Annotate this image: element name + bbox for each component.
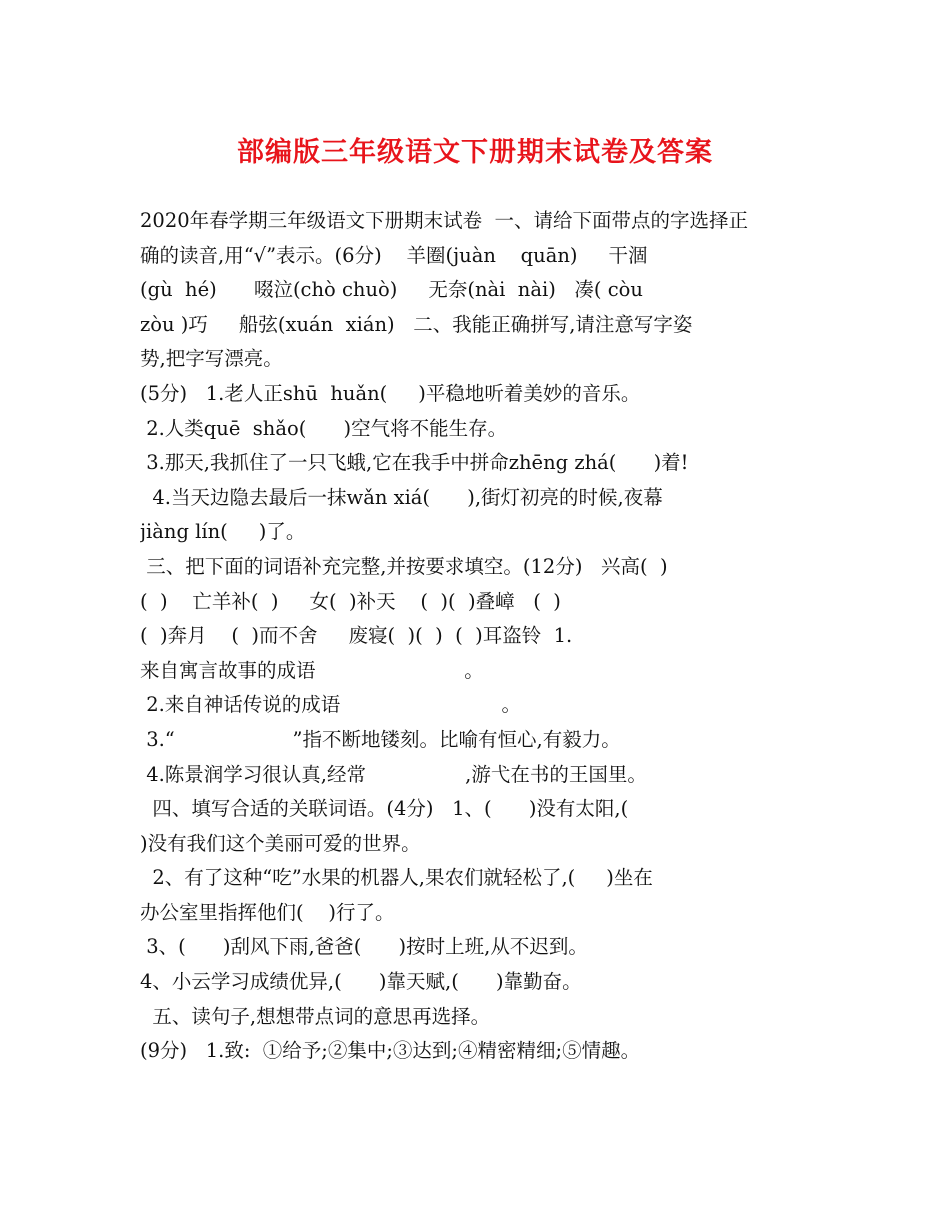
text-line: jiàng lín( )了。 <box>140 520 306 544</box>
text-line: (gù hé) 啜泣(chò chuò) 无奈(nài nài) 凑( còu <box>140 278 643 302</box>
text-line: (9分) 1.致: ①给予;②集中;③达到;④精密精细;⑤情趣。 <box>140 1039 641 1063</box>
text-line: 3.那天,我抓住了一只飞蛾,它在我手中拼命zhēng zhá( )着! <box>140 451 689 475</box>
text-line: 办公室里指挥他们( )行了。 <box>140 900 395 924</box>
text-line: 确的读音,用“√”表示。(6分) 羊圈(juàn quān) 干涸 <box>140 243 648 267</box>
text-line: zòu )巧 船弦(xuán xián) 二、我能正确拼写,请注意写字姿 <box>140 312 693 336</box>
document-title: 部编版三年级语文下册期末试卷及答案 <box>237 137 713 168</box>
text-line: ( )奔月 ( )而不舍 废寝( )( ) ( )耳盗铃 1. <box>140 624 573 648</box>
text-line: 4.当天边隐去最后一抹wǎn xiá( ),街灯初亮的时候,夜幕 <box>140 485 663 509</box>
document-body <box>140 204 820 1069</box>
text-line: 四、填写合适的关联词语。(4分) 1、( )没有太阳,( <box>140 797 629 821</box>
text-line: )没有我们这个美丽可爱的世界。 <box>140 831 421 855</box>
text-line: 3.“ ”指不断地镂刻。比喻有恒心,有毅力。 <box>140 727 621 751</box>
text-line: 势,把字写漂亮。 <box>140 347 283 371</box>
text-line: 来自寓言故事的成语 。 <box>140 658 484 682</box>
text-line: 4、小云学习成绩优异,( )靠天赋,( )靠勤奋。 <box>140 970 582 994</box>
text-line: 2.来自神话传说的成语 。 <box>140 693 521 717</box>
text-line: 三、把下面的词语补充完整,并按要求填空。(12分) 兴高( ) <box>140 554 668 578</box>
text-line: 五、读句子,想想带点词的意思再选择。 <box>140 1004 491 1028</box>
text-line: 4.陈景润学习很认真,经常 ,游弋在书的王国里。 <box>140 762 647 786</box>
text-line: 2.人类quē shǎo( )空气将不能生存。 <box>140 416 508 440</box>
text-line: 3、( )刮风下雨,爸爸( )按时上班,从不迟到。 <box>140 935 588 959</box>
text-line: ( ) 亡羊补( ) 女( )补天 ( )( )叠嶂 ( ) <box>140 589 561 613</box>
text-line: 2、有了这种“吃”水果的机器人,果农们就轻松了,( )坐在 <box>140 866 653 890</box>
text-line: (5分) 1.老人正shū huǎn( )平稳地听着美妙的音乐。 <box>140 381 641 405</box>
text-line: 2020年春学期三年级语文下册期末试卷 一、请给下面带点的字选择正 <box>140 209 749 232</box>
